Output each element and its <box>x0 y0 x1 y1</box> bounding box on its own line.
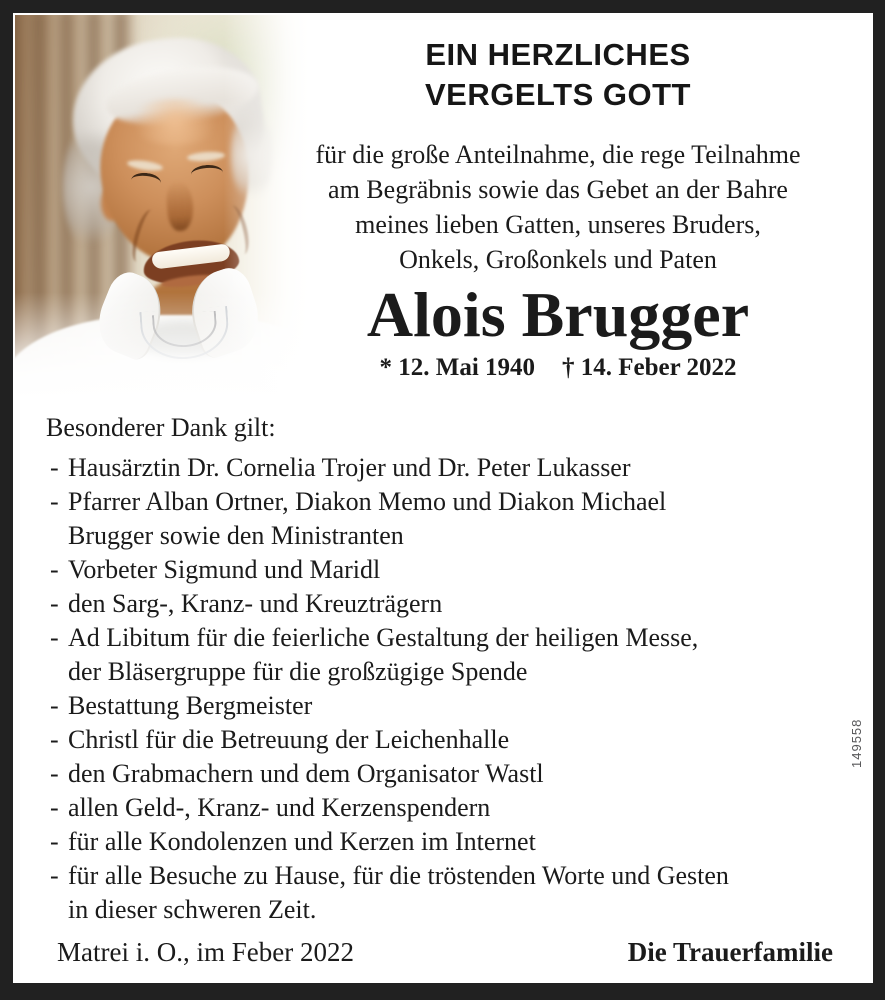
thanks-item-bullet: - <box>50 861 59 890</box>
deceased-name: Alois Brugger <box>366 279 750 350</box>
footer <box>57 935 833 969</box>
headline-line2: VERGELTS GOTT <box>425 77 691 112</box>
thanks-item-bullet: - <box>50 487 59 516</box>
death-date: † 14. Feber 2022 <box>562 354 737 381</box>
intro-line: am Begräbnis sowie das Gebet an der Bahre <box>328 175 788 204</box>
thanks-item-line <box>46 859 836 893</box>
thanks-item-line <box>46 485 836 519</box>
headline-line1: EIN HERZLICHES <box>425 37 691 72</box>
signature: Die Trauerfamilie <box>627 937 833 967</box>
thanks-item-text: Vorbeter Sigmund und Maridl <box>68 555 381 584</box>
reference-number: 149558 <box>849 718 864 768</box>
thanks-item-line <box>46 621 836 655</box>
thanks-item-bullet: - <box>50 725 59 754</box>
intro-line: meines lieben Gatten, unseres Bruders, <box>355 210 761 239</box>
thanks-item-text: Hausärztin Dr. Cornelia Trojer und Dr. Peter Lukasser <box>68 453 631 482</box>
thanks-item-text: in dieser schweren Zeit. <box>68 895 317 924</box>
thanks-item-line <box>46 791 836 825</box>
thanks-item-text: Bestattung Bergmeister <box>68 691 313 720</box>
intro-paragraph <box>283 137 833 277</box>
thanks-item-line <box>46 451 836 485</box>
thanks-item-text: Christl für die Betreuung der Leichenhalle <box>68 725 510 754</box>
thanks-item-line <box>46 757 836 791</box>
thanks-item-text: allen Geld-, Kranz- und Kerzenspendern <box>68 793 491 822</box>
thanks-item-bullet: - <box>50 453 59 482</box>
intro-line: für die große Anteilnahme, die rege Teilnahme <box>315 140 801 169</box>
thanks-item-line <box>46 655 836 689</box>
thanks-item-text: den Sarg-, Kranz- und Kreuzträgern <box>68 589 443 618</box>
thanks-section <box>46 411 836 927</box>
thanks-item-bullet: - <box>50 691 59 720</box>
thanks-item-line <box>46 893 836 927</box>
thanks-item-line <box>46 723 836 757</box>
thanks-list <box>46 451 836 927</box>
thanks-item-bullet: - <box>50 555 59 584</box>
thanks-item-bullet: - <box>50 589 59 618</box>
thanks-item-line <box>46 587 836 621</box>
thanks-title: Besonderer Dank gilt: <box>46 413 276 442</box>
photo-fade-overlay <box>15 15 313 400</box>
thanks-item-text: Ad Libitum für die feierliche Gestaltung der heiligen Messe, <box>68 623 699 652</box>
thanks-item-bullet: - <box>50 827 59 856</box>
thanks-item-text: der Bläsergruppe für die großzügige Spende <box>68 657 528 686</box>
thanks-item-line <box>46 689 836 723</box>
thanks-item-text: für alle Kondolenzen und Kerzen im Internet <box>68 827 536 856</box>
place-and-date: Matrei i. O., im Feber 2022 <box>57 937 354 967</box>
thanks-item-bullet: - <box>50 793 59 822</box>
thanks-item-line <box>46 553 836 587</box>
thanks-item-text: Pfarrer Alban Ortner, Diakon Memo und Diakon Michael <box>68 487 667 516</box>
headline <box>283 35 833 115</box>
thanks-item-line <box>46 825 836 859</box>
thanks-item-bullet: - <box>50 623 59 652</box>
intro-line: Onkels, Großonkels und Paten <box>399 245 717 274</box>
thanks-item-text: für alle Besuche zu Hause, für die tröstenden Worte und Gesten <box>68 861 729 890</box>
thanks-item-text: Brugger sowie den Ministranten <box>68 521 404 550</box>
notice-content <box>13 13 873 983</box>
thanks-item-bullet: - <box>50 759 59 788</box>
portrait-photo <box>15 15 313 400</box>
birth-date: * 12. Mai 1940 <box>379 354 536 381</box>
life-dates <box>283 353 833 383</box>
thanks-item-line <box>46 519 836 553</box>
thanks-item-text: den Grabmachern und dem Organisator Wastl <box>68 759 544 788</box>
